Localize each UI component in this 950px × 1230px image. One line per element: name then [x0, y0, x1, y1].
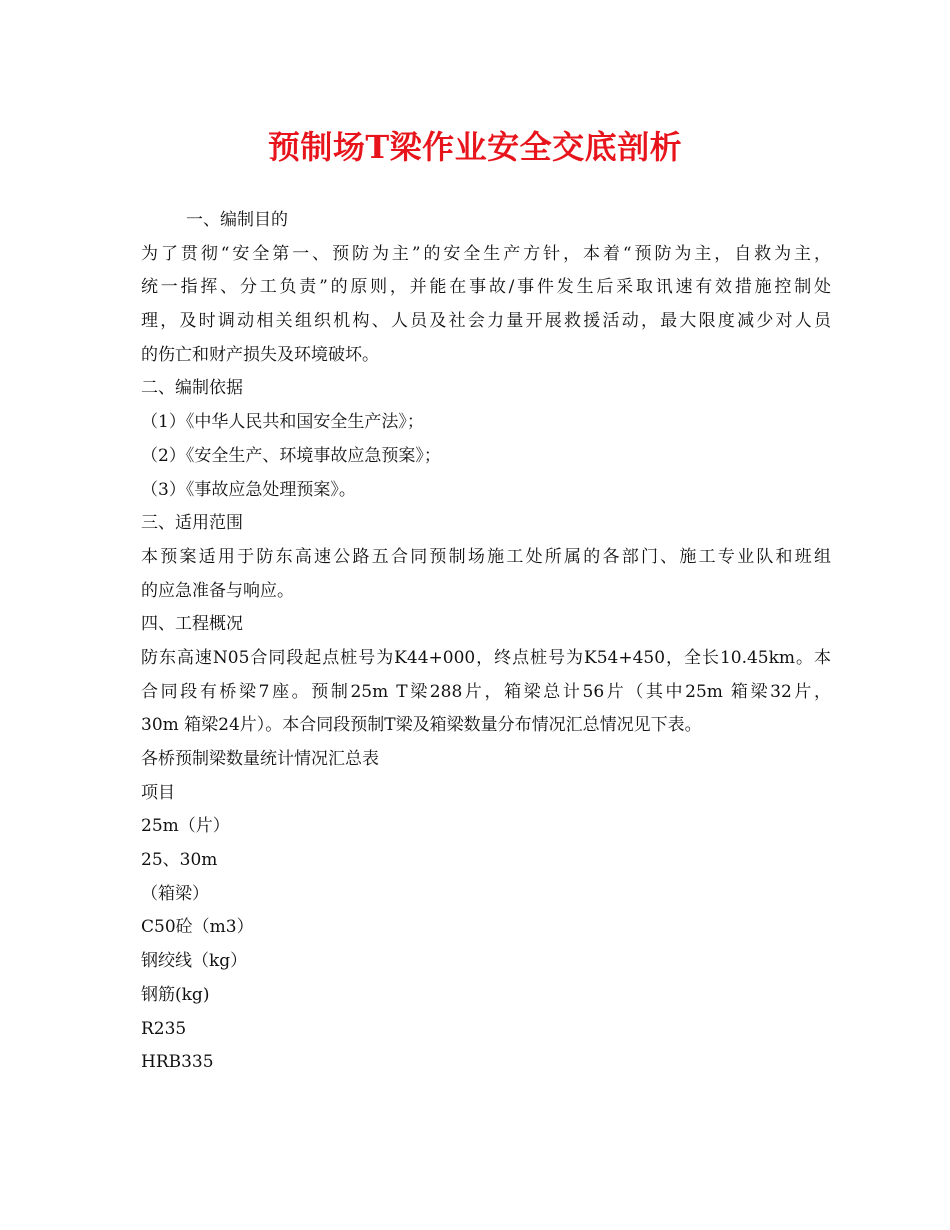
- table-cell: 25、30m: [141, 850, 218, 871]
- document-title: 预制场T梁作业安全交底剖析: [267, 128, 683, 166]
- section-heading-overview: 四、工程概况: [141, 614, 243, 635]
- paragraph-line: 本预案适用于防东高速公路五合同预制场施工处所属的各部门、施工专业队和班组: [141, 546, 831, 567]
- table-cell: 项目: [141, 782, 175, 803]
- table-cell: 钢绞线（kg）: [141, 951, 248, 972]
- table-cell: 钢筋(kg): [141, 984, 210, 1005]
- paragraph-line: 为了贯彻“安全第一、预防为主”的安全生产方针，本着“预防为主，自救为主，: [141, 243, 831, 264]
- section-heading-purpose: 一、编制目的: [186, 210, 288, 230]
- table-cell: R235: [141, 1018, 187, 1039]
- paragraph-line: 合同段有桥梁7座。预制25m T梁288片，箱梁总计56片（其中25m 箱梁32片，: [141, 681, 831, 702]
- section-heading-scope: 三、适用范围: [141, 513, 243, 534]
- table-caption: 各桥预制梁数量统计情况汇总表: [141, 749, 379, 769]
- table-cell: （箱梁）: [141, 883, 209, 904]
- paragraph-line: 统一指挥、分工负责”的原则，并能在事故/事件发生后采取讯速有效措施控制处: [141, 277, 831, 298]
- paragraph-line: 的应急准备与响应。: [141, 580, 294, 601]
- table-cell: 25m（片）: [141, 816, 230, 837]
- document-body: [141, 204, 831, 1080]
- paragraph-line: 理，及时调动相关组织机构、人员及社会力量开展救援活动，最大限度减少对人员: [141, 311, 831, 332]
- section-heading-basis: 二、编制依据: [141, 378, 243, 399]
- list-item: （1）《中华人民共和国安全生产法》；: [141, 412, 424, 433]
- paragraph-line: 防东高速N05合同段起点桩号为K44+000，终点桩号为K54+450，全长10.45km。本: [141, 647, 831, 668]
- list-item: （2）《安全生产、环境事故应急预案》；: [141, 445, 441, 466]
- paragraph-line: 30m 箱梁24片）。本合同段预制T梁及箱梁数量分布情况汇总情况见下表。: [141, 715, 702, 736]
- table-cell: C50砼（m3）: [141, 917, 254, 938]
- paragraph-line: 的伤亡和财产损失及环境破坏。: [141, 344, 379, 365]
- table-cell: HRB335: [141, 1052, 214, 1073]
- list-item: （3）《事故应急处理预案》。: [141, 479, 356, 500]
